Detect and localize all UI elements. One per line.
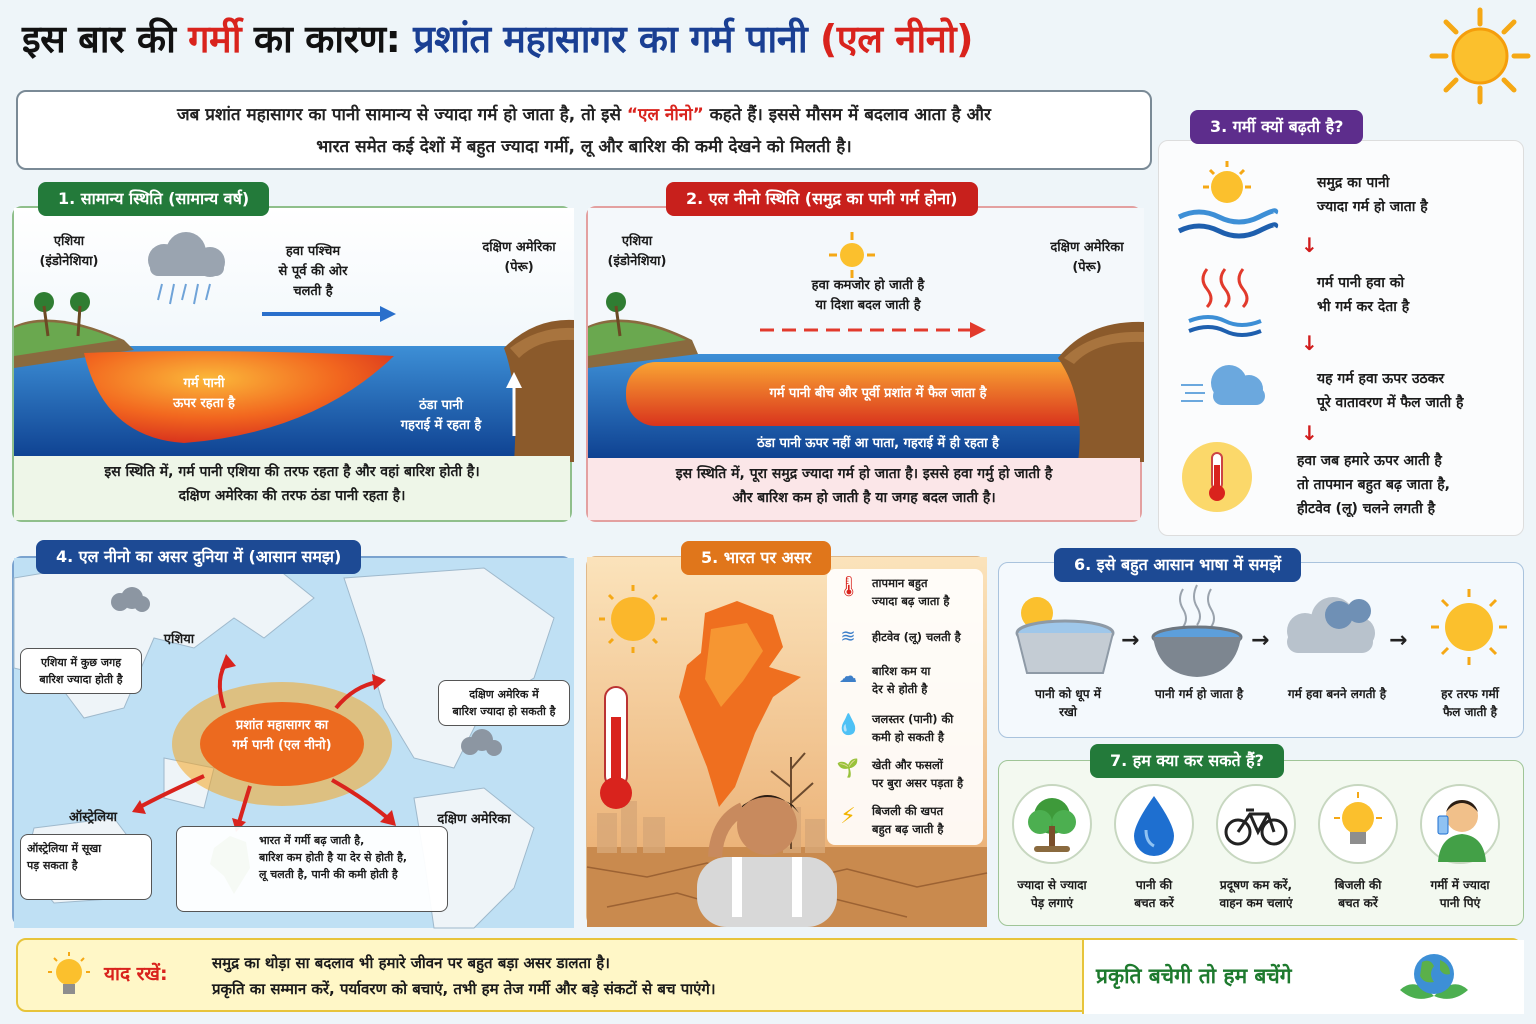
svg-text:→: → [1389, 628, 1408, 653]
plant-icon: 🌱 [836, 758, 860, 779]
impact-1b: ज्यादा बढ़ जाता है [872, 594, 950, 608]
asia-box-text2: बारिश ज्यादा होती है [39, 673, 123, 686]
label-cold-water: ठंडा पानी ऊपर नहीं आ पाता, गहराई में ही रहता है [757, 436, 999, 451]
label-peru: (पेरू) [1072, 260, 1102, 275]
section-simple-explain [998, 562, 1524, 738]
svg-text:→: → [1251, 628, 1270, 653]
step-d-label2: फैल जाती है [1442, 705, 1498, 719]
step2-text: गर्म पानी हवा को [1317, 275, 1405, 291]
svg-text:→: → [1121, 628, 1140, 653]
action-c: प्रदूषण कम करें, [1219, 878, 1293, 892]
south-america-box-text2: बारिश ज्यादा हो सकती है [452, 705, 556, 718]
india-box-text3: लू चलती है, पानी की कमी होती है [259, 868, 398, 881]
south-america-box-text: दक्षिण अमेरिक में [469, 688, 539, 701]
wind-icon: ≋ [840, 626, 856, 647]
tree-icon [1012, 784, 1092, 864]
label-wind: हवा पश्चिम [285, 244, 341, 259]
label-wind3: चलती है [293, 284, 333, 299]
label-cold-water2: गहराई में रहता है [400, 418, 482, 433]
label-south-america: दक्षिण अमेरिका [437, 812, 511, 827]
label-peru: (पेरू) [504, 260, 534, 275]
step4-text3: हीटवेव (लू) चलने लगती है [1297, 501, 1436, 517]
step2-text2: भी गर्म कर देता है [1317, 299, 1410, 315]
step-c-label: गर्म हवा बनने लगती है [1287, 687, 1387, 701]
footer-banner [16, 938, 1522, 1012]
australia-box-text2: पड़ सकता है [27, 859, 78, 872]
action-b: पानी की [1135, 878, 1173, 892]
step-d-label: हर तरफ गर्मी [1441, 687, 1499, 701]
india-box-text: भारत में गर्मी बढ़ जाती है, [259, 834, 365, 847]
remember-text: समुद्र का थोड़ा सा बदलाव भी हमारे जीवन पर बहुत बड़ा असर डालता है। प्रकृति का सम्मान करें, पर्यावरण को बचाएं, तभी हम तेज गर्मी और बड़े संकटों से बच पाएंगे। [212, 954, 716, 998]
label-warm-water: गर्म पानी बीच और पूर्वी प्रशांत में फैल जाता है [769, 386, 987, 401]
action-d: बिजली की [1334, 878, 1382, 892]
label-cold-water: ठंडा पानी [419, 398, 463, 413]
step4-text: हवा जब हमारे ऊपर आती है [1297, 453, 1442, 469]
impact-4: जलस्तर (पानी) की [872, 712, 954, 726]
label-wind: हवा कमजोर हो जाती है [811, 278, 925, 293]
drinking-water-icon [1420, 784, 1500, 864]
water-drop-icon: 💧 [836, 712, 861, 736]
impact-1: तापमान बहुत [872, 576, 928, 590]
thermometer-icon [1181, 441, 1253, 513]
label-south-america: दक्षिण अमेरिका [482, 240, 556, 255]
australia-box-text: ऑस्ट्रेलिया में सूखा [27, 842, 102, 855]
label-asia: एशिया [621, 234, 653, 249]
step1-text2: ज्यादा गर्म हो जाता है [1317, 199, 1428, 215]
india-box-text2: बारिश कम होती है या देर से होती है, [259, 851, 408, 864]
impact-5b: पर बुरा असर पड़ता है [872, 776, 964, 790]
impact-6: बिजली की खपत [872, 804, 944, 818]
section-why-heat-title: 3. गर्मी क्यों बढ़ती है? [1190, 110, 1363, 144]
step1-text: समुद्र का पानी [1317, 175, 1390, 191]
heat-wave-icon [1185, 265, 1265, 335]
page-title: इस बार की गर्मी का कारण: प्रशांत महासागर का गर्म पानी (एल नीनो) [22, 17, 974, 61]
bicycle-icon [1216, 784, 1296, 864]
label-warm-water: गर्म पानी [183, 376, 225, 391]
action-d2: बचत करें [1338, 896, 1378, 910]
center-label2: गर्म पानी (एल नीनो) [232, 738, 332, 753]
label-australia: ऑस्ट्रेलिया [69, 810, 117, 825]
asia-box-text: एशिया में कुछ जगह [40, 656, 122, 669]
step4-text2: तो तापमान बहुत बढ़ जाता है, [1297, 477, 1450, 493]
intro-box: जब प्रशांत महासागर का पानी सामान्य से ज्यादा गर्म हो जाता है, तो इसे “एल नीनो” कहते हैं। इससे मौसम में बदलाव आता है और भारत समेत कई देशों में बहुत ज्यादा गर्मी, लू और बारिश की कमी देखने को मिलती है। [16, 90, 1152, 170]
label-wind2: या दिशा बदल जाती है [815, 298, 921, 313]
step-b-label: पानी गर्म हो जाता है [1154, 687, 1244, 701]
down-arrow-icon: ↓ [1301, 331, 1318, 355]
label-asia: एशिया [53, 234, 85, 249]
action-e2: पानी पिएं [1439, 896, 1481, 910]
bulb-icon [1318, 784, 1398, 864]
lightning-icon: ⚡ [840, 804, 856, 829]
remember-label: याद रखें: [104, 963, 168, 985]
section-normal [12, 189, 572, 522]
water-drop-icon [1114, 784, 1194, 864]
label-indonesia: (इंडोनेशिया) [607, 254, 667, 269]
section-normal-caption: इस स्थिति में, गर्म पानी एशिया की तरफ रहता है और वहां बारिश होती है। दक्षिण अमेरिका की तरफ ठंडा पानी रहता है। [14, 456, 570, 520]
section-normal-title: 1. सामान्य स्थिति (सामान्य वर्ष) [38, 182, 269, 216]
slogan: प्रकृति बचेगी तो हम बचेंगे [1096, 964, 1292, 988]
section-what-we-can-do-title: 7. हम क्या कर सकते हैं? [1090, 744, 1284, 778]
action-e: गर्मी में ज्यादा [1430, 878, 1490, 892]
label-south-america: दक्षिण अमेरिका [1050, 240, 1124, 255]
impact-5: खेती और फसलों [872, 758, 943, 772]
action-a2: पेड़ लगाएं [1030, 896, 1074, 910]
section-el-nino-title: 2. एल नीनो स्थिति (समुद्र का पानी गर्म होना) [666, 182, 978, 216]
label-indonesia: (इंडोनेशिया) [39, 254, 99, 269]
center-label: प्रशांत महासागर का [235, 718, 329, 733]
cloud-wind-icon [1179, 353, 1269, 417]
rain-cloud-icon: ☁ [839, 666, 857, 687]
impact-3b: देर से होती है [872, 682, 928, 696]
down-arrow-icon: ↓ [1301, 421, 1318, 445]
step-a-label: पानी को धूप में [1035, 687, 1101, 701]
sea-sun-icon [1175, 155, 1275, 247]
impact-6b: बहुत बढ़ जाती है [872, 822, 944, 836]
section-el-nino [586, 189, 1142, 522]
label-warm-water2: ऊपर रहता है [173, 396, 235, 411]
step3-text: यह गर्म हवा ऊपर उठकर [1317, 371, 1445, 387]
section-india-impact-title: 5. भारत पर असर [681, 541, 831, 575]
action-a: ज्यादा से ज्यादा [1017, 878, 1087, 892]
step3-text2: पूरे वातावरण में फैल जाती है [1317, 395, 1464, 411]
sun-icon [1420, 4, 1530, 108]
bulb-icon [44, 950, 94, 1004]
action-b2: बचत करें [1134, 896, 1174, 910]
impact-3: बारिश कम या [872, 664, 931, 678]
section-el-nino-caption: इस स्थिति में, पूरा समुद्र ज्यादा गर्म हो जाता है। इससे हवा गर्मु हो जाती है और बारिश कम हो जाती है या जगह बदल जाती है। [588, 458, 1140, 520]
section-simple-explain-title: 6. इसे बहुत आसान भाषा में समझें [1054, 548, 1301, 582]
impact-4b: कमी हो सकती है [872, 730, 945, 744]
earth-icon [1394, 946, 1474, 1008]
label-wind2: से पूर्व की ओर [278, 264, 348, 279]
action-c2: वाहन कम चलाएं [1219, 896, 1293, 910]
section-world-impact [12, 556, 572, 926]
thermometer-icon: 🌡 [836, 574, 862, 598]
section-why-heat [1158, 140, 1524, 536]
impact-2: हीटवेव (लू) चलती है [872, 630, 961, 644]
label-asia: एशिया [163, 632, 195, 647]
step-a-label2: रखो [1059, 705, 1077, 719]
down-arrow-icon: ↓ [1301, 233, 1318, 257]
section-world-impact-title: 4. एल नीनो का असर दुनिया में (आसान समझ) [36, 540, 361, 574]
